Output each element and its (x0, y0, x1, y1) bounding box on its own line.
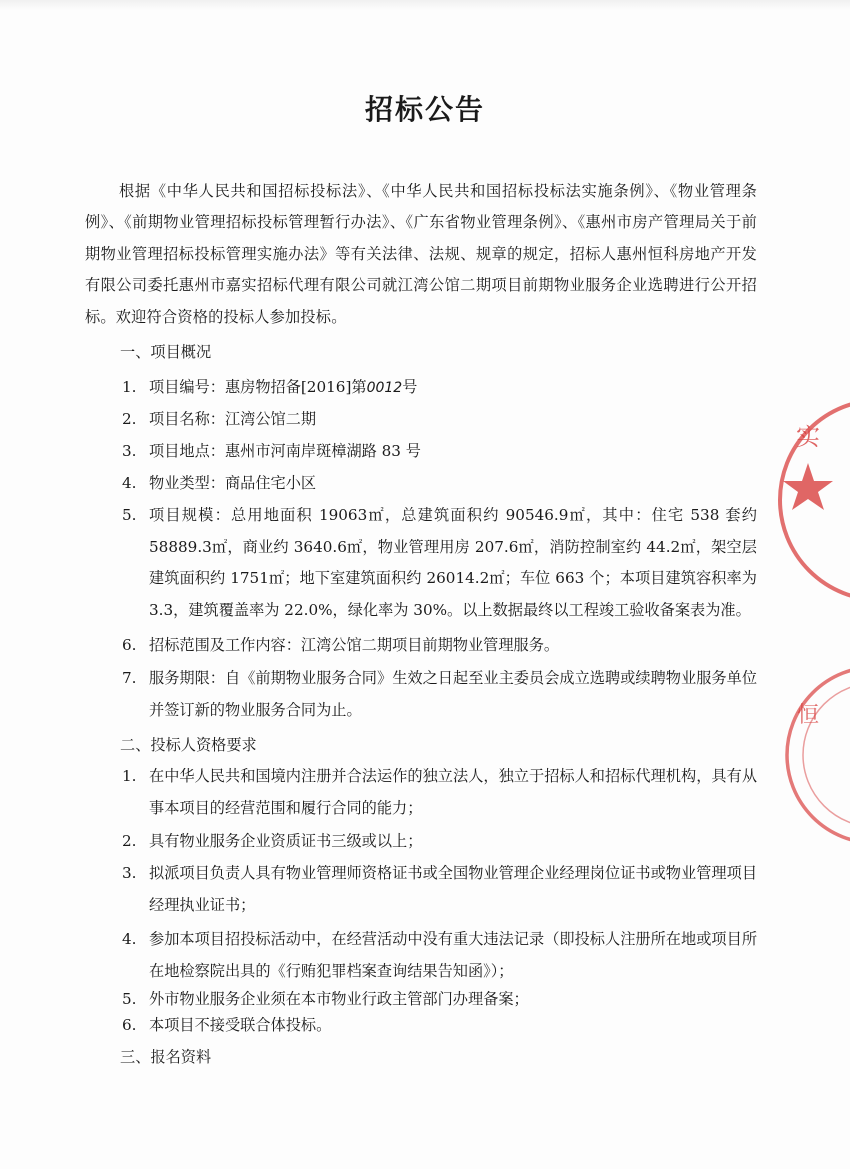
item-number: 2. (122, 832, 137, 850)
item-number: 6. (122, 636, 137, 654)
item-text: 项目地点：惠州市河南岸斑樟湖路 83 号 (149, 442, 421, 460)
item-text: 外市物业服务企业须在本市物业行政主管部门办理备案； (149, 990, 529, 1008)
item-text: 招标范围及工作内容：江湾公馆二期项目前期物业管理服务。 (149, 636, 560, 654)
list-item (122, 663, 757, 726)
list-item (122, 630, 757, 662)
item-number: 6. (122, 1016, 137, 1034)
item-number: 1. (122, 767, 137, 785)
section-heading-1: 一、项目概况 (120, 343, 212, 361)
item-number: 1. (122, 378, 137, 396)
intro-paragraph: 根据《中华人民共和国招标投标法》、《中华人民共和国招标投标法实施条例》、《物业管理条例》、《前期物业管理招标投标管理暂行办法》、《广东省物业管理条例》、《惠州市房产管理局关于前期物业管理招标投标管理实施办法》等有关法律、法规、规章的规定，招标人惠州恒科房地产开发有限公司委托惠州市嘉实招标代理有限公司就江湾公馆二期项目前期物业服务企业选聘进行公开招标。欢迎符合资格的投标人参加投标。 (85, 182, 757, 326)
item-text: 物业类型：商品住宅小区 (149, 474, 317, 492)
item-number: 3. (122, 864, 137, 882)
list-item (122, 858, 757, 921)
list-item (122, 404, 757, 436)
item-text: 本项目不接受联合体投标。 (149, 1016, 332, 1034)
item-text: 参加本项目招投标活动中，在经营活动中没有重大违法记录（即投标人注册所在地或项目所在地检察院出具的《行贿犯罪档案查询结果告知函》）； (149, 930, 757, 980)
item-text: 服务期限：自《前期物业服务合同》生效之日起至业主委员会成立选聘或续聘物业服务单位并签订新的物业服务合同为止。 (149, 669, 757, 719)
page-title: 招标公告 (364, 93, 485, 126)
item-text: 拟派项目负责人具有物业管理师资格证书或全国物业管理企业经理岗位证书或物业管理项目经理执业证书； (149, 864, 757, 914)
item-text: 具有物业服务企业资质证书三级或以上； (149, 832, 423, 850)
list-item (122, 500, 757, 626)
item-number: 4. (122, 474, 137, 492)
item-text: 在中华人民共和国境内注册并合法运作的独立法人，独立于招标人和招标代理机构，具有从事本项目的经营范围和履行合同的能力； (149, 767, 757, 817)
list-item (122, 436, 757, 468)
red-seal-stamp-bottom (775, 660, 850, 850)
handwritten-number: 0012 (366, 380, 403, 396)
item-text: 项目规模：总用地面积 19063㎡，总建筑面积约 90546.9㎡，其中：住宅 538 套约 58889.3㎡，商业约 3640.6㎡，物业管理用房 207.6㎡，消防控制室约 44.2㎡，架空层建筑面积约 1751㎡；地下室建筑面积约 26014.2㎡；车位 663 个；本项目建筑容积率为 3.3，建筑覆盖率为 22.0%，绿化率为 30%。以上数据最终以工程竣工验收备案表为准。 (149, 506, 757, 619)
section-heading-3: 三、报名资料 (120, 1048, 212, 1066)
item-number: 3. (122, 442, 137, 460)
svg-text:恒: 恒 (797, 703, 820, 728)
svg-text:实: 实 (796, 423, 820, 451)
item-number: 5. (122, 990, 137, 1008)
section-heading-2: 二、投标人资格要求 (120, 736, 257, 754)
list-item (122, 924, 757, 987)
item-number: 2. (122, 410, 137, 428)
list-item (122, 468, 757, 500)
item-text: 项目编号：惠房物招备[2016]第0012号 (149, 378, 418, 396)
item-number: 7. (122, 669, 137, 687)
item-number: 4. (122, 930, 137, 948)
item-number: 5. (122, 506, 137, 524)
list-item (122, 372, 757, 405)
item-text: 项目名称：江湾公馆二期 (149, 410, 317, 428)
list-item (122, 761, 757, 824)
list-item (122, 1010, 757, 1042)
red-seal-stamp-top (770, 385, 850, 615)
list-item (122, 826, 757, 858)
scan-shadow (0, 0, 850, 10)
